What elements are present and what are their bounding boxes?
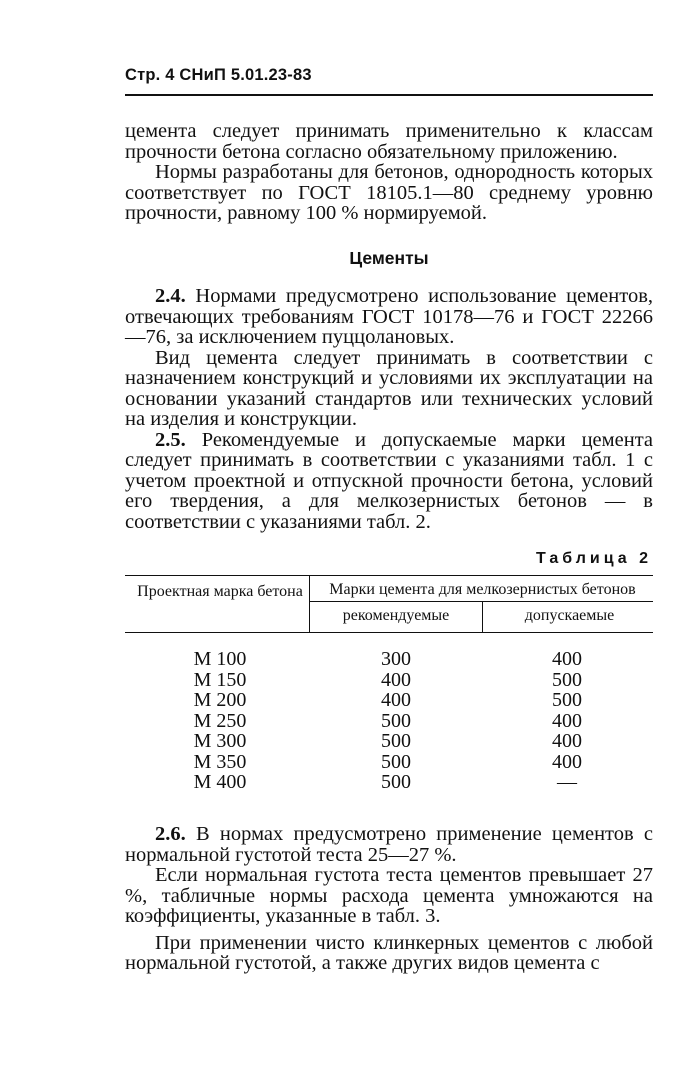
header-rule xyxy=(125,94,653,96)
table-header-bottom-rule xyxy=(125,632,653,633)
table-cell: М 200 xyxy=(193,689,247,711)
table-cell: 300 xyxy=(381,648,411,670)
table-column-divider-1 xyxy=(309,575,310,632)
clause-2-5-number: 2.5. xyxy=(155,428,186,451)
clause-2-6 xyxy=(125,824,653,865)
table-cell: М 400 xyxy=(193,771,247,793)
table-cell: 400 xyxy=(381,689,411,711)
table-cell: 500 xyxy=(552,689,582,711)
table-cell: 500 xyxy=(381,750,411,773)
table-cell: М 300 xyxy=(193,730,247,752)
section-heading: Цементы xyxy=(349,248,429,268)
table-header-allowed: допускаемые xyxy=(524,607,615,624)
clause-2-6-paragraph-3: При применении чисто клинкерных цементов с любой нормальной густотой, а также других видов цемента с xyxy=(125,931,653,974)
clause-2-4 xyxy=(125,286,653,348)
clause-2-6-number: 2.6. xyxy=(155,823,186,845)
clause-2-4-number: 2.4. xyxy=(155,285,186,307)
table-cell: 400 xyxy=(381,668,411,691)
clause-2-6-text: В нормах предусмотрено применение цементов с нормальной густотой теста 25—27 %. xyxy=(125,823,653,866)
clause-2-4-paragraph-2: Вид цемента следует принимать в соответствии с назначением конструкций и условиями их эксплуатации на основании указаний стандартов или технических условий на изделия и конструкции. xyxy=(125,346,653,430)
table-top-rule xyxy=(125,575,653,576)
table-caption: Таблица 2 xyxy=(535,550,652,567)
table-column-allowed xyxy=(517,649,617,793)
table-subheader-rule xyxy=(309,601,653,602)
clauses-2-4-2-5 xyxy=(125,286,653,532)
table-column-recommended xyxy=(346,649,446,793)
table-cell: 400 xyxy=(552,750,582,773)
table-cell: 500 xyxy=(381,709,411,732)
clause-2-6-paragraph-2: Если нормальная густота теста цементов превышает 27 %, табличные нормы расхода цемента умножаются на коэффициенты, указанные в табл. 3. xyxy=(125,864,653,927)
table-cell: 400 xyxy=(552,709,582,732)
intro-paragraph-2: Нормы разработаны для бетонов, однородность которых соответствует по ГОСТ 18105.1—80 среднему уровню прочности, равному 100 % нормируемой. xyxy=(125,161,653,224)
table-header-cement-grades: Марки цемента для мелкозернистых бетонов xyxy=(329,581,636,598)
table-cell: М 100 xyxy=(193,648,247,670)
table-cell: 500 xyxy=(552,668,582,691)
table-cell: 500 xyxy=(381,771,411,793)
page-header: Стр. 4 СНиП 5.01.23-83 xyxy=(125,66,312,84)
table-cell: — xyxy=(557,771,577,793)
table-header-concrete-grade: Проектная марка бетона xyxy=(137,583,303,600)
table-column-divider-2 xyxy=(482,601,483,632)
table-cell: 500 xyxy=(381,730,411,752)
table-cell: М 150 xyxy=(193,668,247,691)
clause-2-4-text: Нормами предусмотрено использование цементов, отвечающих требованиям ГОСТ 10178—76 и ГОСТ 22266—76, за исключением пуццолановых. xyxy=(125,285,653,348)
intro-block xyxy=(125,121,653,224)
intro-paragraph-1: цемента следует принимать применительно к классам прочности бетона согласно обязательному приложению. xyxy=(125,120,653,163)
clause-2-5 xyxy=(125,430,653,533)
clause-2-6-block xyxy=(125,824,653,974)
table-cell: 400 xyxy=(552,648,582,670)
clause-2-5-text: Рекомендуемые и допускаемые марки цемента следует принимать в соответствии с указаниями табл. 1 с учетом проектной и отпускной прочности бетона, условий его твердения, а для мелкозернистых бетонов — в соответствии с указаниями табл. 2. xyxy=(125,428,653,533)
table-cell: М 250 xyxy=(193,709,247,732)
table-column-concrete-grade xyxy=(170,649,270,793)
table-cell: М 350 xyxy=(193,750,247,773)
table-header-recommended: рекомендуемые xyxy=(342,607,450,624)
table-cell: 400 xyxy=(552,730,582,752)
